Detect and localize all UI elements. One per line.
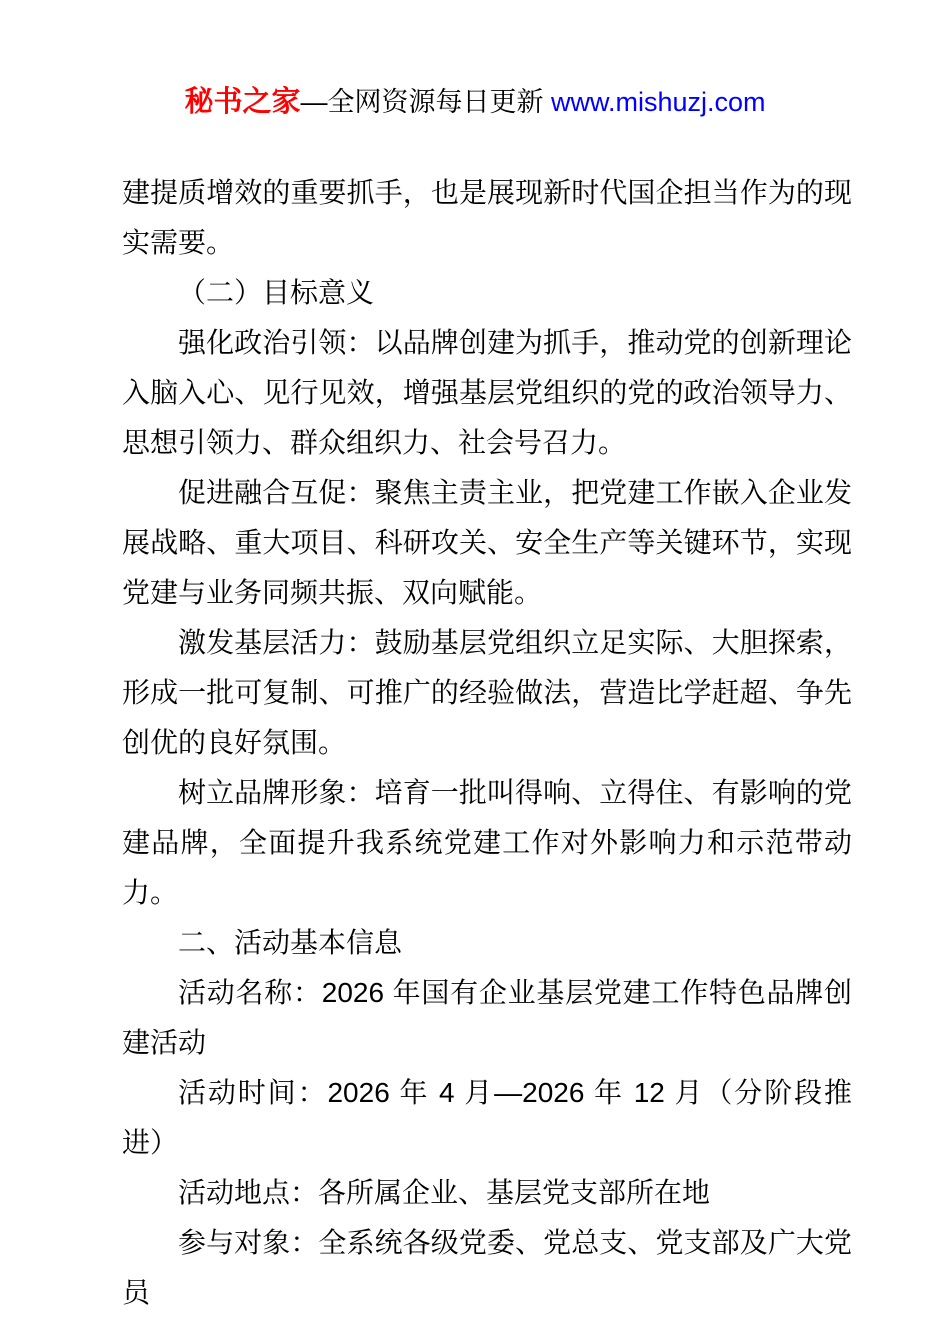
paragraph: 建提质增效的重要抓手，也是展现新时代国企担当作为的现实需要。 [122, 177, 852, 258]
paragraph: 活动名称：2026 年国有企业基层党建工作特色品牌创建活动 [122, 977, 852, 1058]
paragraph: 活动地点：各所属企业、基层党支部所在地 [178, 1177, 711, 1208]
paragraph: 活动时间：2026 年 4 月—2026 年 12 月（分阶段推进） [122, 1077, 852, 1158]
paragraph: （二）目标意义 [178, 277, 375, 308]
page-header [0, 80, 950, 124]
paragraph: 二、活动基本信息 [178, 927, 403, 958]
paragraph: 参与对象：全系统各级党委、党总支、党支部及广大党员 [122, 1227, 852, 1308]
header-tagline: —全网资源每日更新 [300, 87, 551, 117]
site-brand: 秘书之家 [184, 86, 301, 118]
document-body [122, 168, 852, 1318]
paragraph: 促进融合互促：聚焦主责主业，把党建工作嵌入企业发展战略、重大项目、科研攻关、安全生产等关键环节，实现党建与业务同频共振、双向赋能。 [122, 477, 852, 608]
paragraph: 激发基层活力：鼓励基层党组织立足实际、大胆探索，形成一批可复制、可推广的经验做法，营造比学赶超、争先创优的良好氛围。 [122, 627, 852, 758]
paragraph: 树立品牌形象：培育一批叫得响、立得住、有影响的党建品牌，全面提升我系统党建工作对外影响力和示范带动力。 [122, 777, 852, 908]
paragraph: 强化政治引领：以品牌创建为抓手，推动党的创新理论入脑入心、见行见效，增强基层党组织的党的政治领导力、思想引领力、群众组织力、社会号召力。 [122, 327, 852, 458]
site-url-link[interactable]: www.mishuzj.com [550, 87, 766, 117]
